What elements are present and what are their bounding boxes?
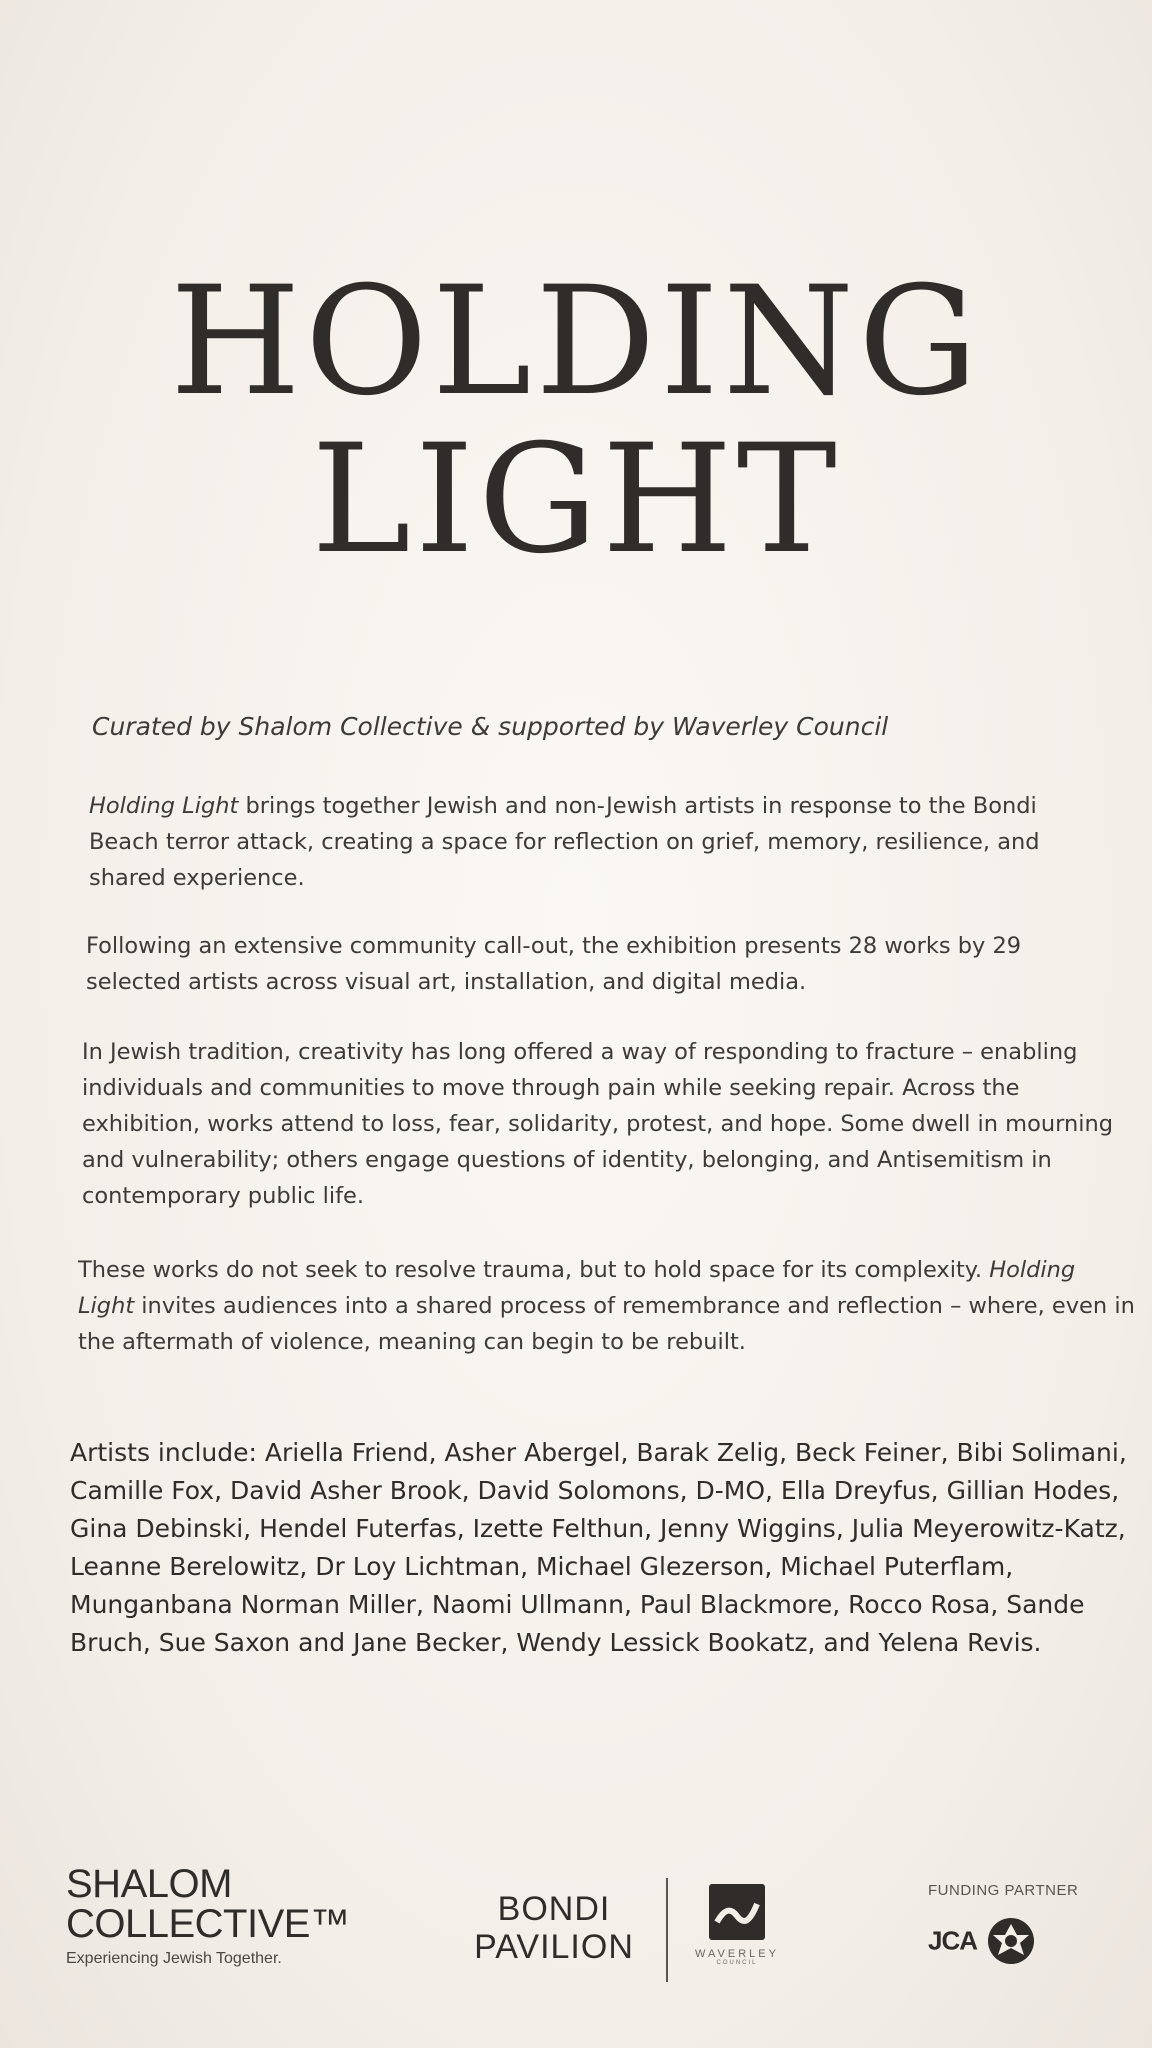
funding-partner-label: FUNDING PARTNER xyxy=(928,1882,1079,1899)
tradition-paragraph: In Jewish tradition, creativity has long offered a way of responding to fracture – enabling individuals and communities to move through pain while seeking repair. Across the exhibition, works attend to loss, fear, solidarity, protest, and hope. Some dwell in mourning and vulnerability; others engage questions of identity, belonging, and Antisemitism in contemporary public life. xyxy=(82,1039,1114,1209)
bondi-pavilion-logo xyxy=(466,1890,642,1966)
bondi-logo-line-1: BONDI xyxy=(497,1890,611,1928)
jca-logo-text: JCA xyxy=(928,1925,978,1956)
logo-divider xyxy=(666,1878,668,1982)
intro-paragraph-text: brings together Jewish and non-Jewish artists in response to the Bondi Beach terror attack, creating a space for reflection on grief, memory, resilience, and shared experience. xyxy=(89,793,1040,891)
waverley-wave-icon xyxy=(709,1884,765,1940)
shalom-tagline: Experiencing Jewish Together. xyxy=(66,1950,282,1967)
exhibition-name-italic: Holding Light xyxy=(89,793,239,819)
callout-paragraph: Following an extensive community call-out, the exhibition presents 28 works by 29 selected artists across visual art, installation, and digital media. xyxy=(86,933,1022,995)
shalom-logo-line-2: COLLECTIVE™ xyxy=(66,1902,350,1946)
shalom-collective-logo xyxy=(66,1864,349,1968)
closing-paragraph-text: invites audiences into a shared process of remembrance and reflection – where, even in the aftermath of violence, meaning can begin to be rebuilt. xyxy=(78,1293,1135,1355)
bondi-logo-line-2: PAVILION xyxy=(474,1928,634,1966)
exhibition-name-italic: Holding Light xyxy=(78,1257,1076,1319)
jca-star-emblem-icon xyxy=(986,1916,1036,1966)
waverley-sub: COUNCIL xyxy=(716,1960,758,1966)
jca-logo xyxy=(928,1916,1036,1966)
partner-logos-footer xyxy=(0,1860,1152,2010)
exhibition-title-line-1: HOLDING xyxy=(170,255,982,429)
artists-list: Artists include: Ariella Friend, Asher Abergel, Barak Zelig, Beck Feiner, Bibi Solimani, Camille Fox, David Asher Brook, David Solomons, D-MO, Ella Dreyfus, Gillian Hodes, Gina Debinski, Hendel Futerfas, Izette Felthun, Jenny Wiggins, Julia Meyerowitz-Katz, Leanne Berelowitz, Dr Loy Lichtman, Michael Glezerson, Michael Puterflam, Munganbana Norman Miller, Naomi Ullmann, Paul Blackmore, Rocco Rosa, Sande Bruch, Sue Saxon and Jane Becker, Wendy Lessick Bookatz, and Yelena Revis. xyxy=(70,1438,1127,1657)
exhibition-title-line-2: LIGHT xyxy=(311,413,841,587)
waverley-name: WAVERLEY xyxy=(695,1948,779,1960)
waverley-council-logo xyxy=(692,1884,782,1966)
intro-paragraph xyxy=(89,788,1109,896)
shalom-logo-line-1: SHALOM xyxy=(66,1862,232,1906)
closing-paragraph xyxy=(78,1252,1138,1360)
closing-paragraph-lead: These works do not seek to resolve trauma, but to hold space for its complexity. xyxy=(78,1257,990,1283)
curated-by-line: Curated by Shalom Collective & supported by Waverley Council xyxy=(92,712,889,741)
